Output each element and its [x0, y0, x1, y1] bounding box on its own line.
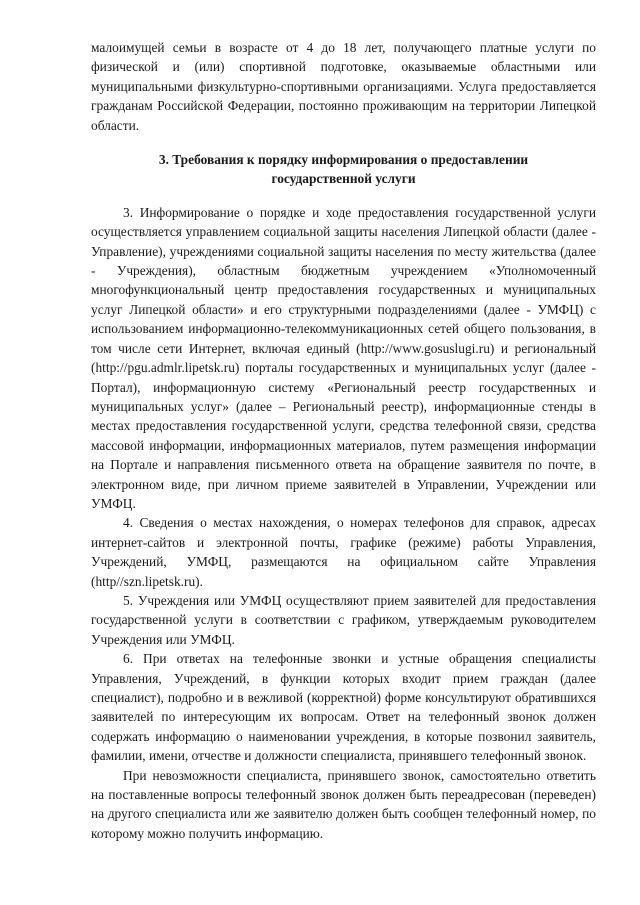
- paragraph-6: 6. При ответах на телефонные звонки и устные обращения специалисты Управления, Учреждений, в функции которых входит прием граждан (далее специалист), подробно и в вежливой (корректной) форме консультируют обратившихся заявителей по интересующим их вопросам. Ответ на телефонный звонок должен содержать информацию о наименовании учреждения, в которые позвонил заявитель, фамилии, имени, отчестве и должности специалиста, принявшего телефонный звонок.: [91, 651, 596, 764]
- paragraph-7: При невозможности специалиста, принявшего звонок, самостоятельно ответить на поставленные вопросы телефонный звонок должен быть переадресован (переведен) на другого специалиста или же заявителю должен быть сообщен телефонный номер, по которому можно получить информацию.: [91, 767, 596, 841]
- paragraph-3: 3. Информирование о порядке и ходе предоставления государственной услуги осуществляется управлением социальной защиты населения Липецкой области (далее - Управление), учреждениями социальной защиты населения по месту жительства (далее - Учреждения), областным бюджетным учреждением «Уполномоченный многофункциональный центр предоставления государственных и муниципальных услуг Липецкой области» и его структурными подразделениями (далее - УМФЦ) с использованием информационно-телекоммуникационных сетей общего пользования, в том числе сети Интернет, включая единый (http://www.gosuslugi.ru) и региональный (http://pgu.admlr.lipetsk.ru) порталы государственных и муниципальных услуг (далее - Портал), информационную систему «Региональный реестр государственных и муниципальных услуг» (далее – Региональный реестр), информационные стенды в местах предоставления государственной услуги, средства телефонной связи, средства массовой информации, информационных материалов, путем размещения информации на Портале и направления письменного ответа на обращение заявителя по почте, в электронном виде, при личном приеме заявителей в Управлении, Учреждении или УМФЦ.: [91, 204, 596, 511]
- document-body: [91, 38, 596, 843]
- paragraph-4: 4. Сведения о местах нахождения, о номерах телефонов для справок, адресах интернет-сайтов и электронной почты, графике (режиме) работы Управления, Учреждений, УМФЦ, размещаются на официальном сайте Управления (http//szn.lipetsk.ru).: [91, 515, 596, 589]
- section-heading: 3. Требования к порядку информирования о предоставлении государственной услуги: [158, 152, 529, 187]
- paragraph-intro: малоимущей семьи в возрасте от 4 до 18 лет, получающего платные услуги по физической и (или) спортивной подготовке, оказываемые областными или муниципальными физкультурно-спортивными организациями. Услуга предоставляется гражданам Российской Федерации, постоянно проживающим на территории Липецкой области.: [91, 40, 596, 133]
- paragraph-5: 5. Учреждения или УМФЦ осуществляют прием заявителей для предоставления государственной услуги в соответствии с графиком, утверждаемым руководителем Учреждения или УМФЦ.: [91, 592, 596, 647]
